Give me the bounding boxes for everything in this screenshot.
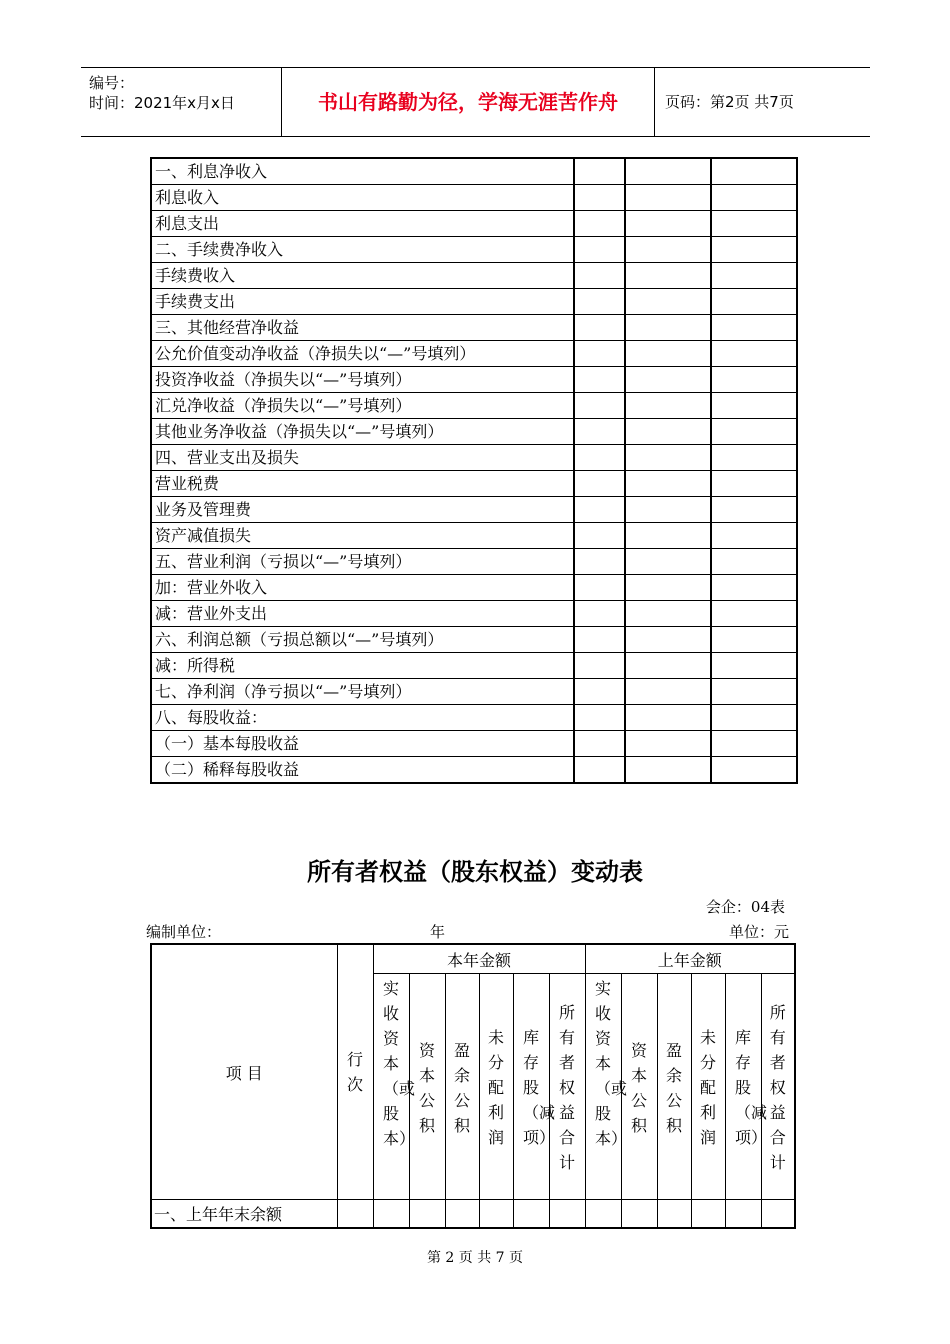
time-label: 时间：2021年x月x日 (89, 94, 235, 112)
amount-cell[interactable] (574, 627, 625, 653)
amount-cell[interactable] (711, 575, 797, 601)
row-label: 营业税费 (151, 471, 574, 497)
amount-cell[interactable] (625, 211, 711, 237)
amount-cell[interactable] (711, 419, 797, 445)
amount-cell[interactable] (574, 341, 625, 367)
row-label: 六、利润总额（亏损总额以“—”号填列） (151, 627, 574, 653)
table-row (151, 679, 797, 705)
amount-cell[interactable] (711, 497, 797, 523)
prepared-by-label: 编制单位： (146, 923, 222, 941)
cell[interactable] (761, 1200, 795, 1229)
header-page-info: 页码：第2页 共7页 (665, 93, 794, 111)
table-row (151, 627, 797, 653)
equity-title: 所有者权益（股东权益）变动表 (307, 858, 643, 886)
cell[interactable] (445, 1200, 479, 1229)
row-label: 二、手续费净收入 (151, 237, 574, 263)
row-label: （一）基本每股收益 (151, 731, 574, 757)
row-label: 利息收入 (151, 185, 574, 211)
row-label: 利息支出 (151, 211, 574, 237)
col-text: 实收资本（或股本） (383, 979, 416, 1148)
col-undistributed-profit (691, 974, 725, 1200)
year-label: 年 (430, 923, 446, 941)
amount-cell[interactable] (625, 263, 711, 289)
table-row (151, 757, 797, 784)
col-text: 盈余公积 (666, 1040, 683, 1135)
amount-cell[interactable] (574, 601, 625, 627)
cell[interactable] (725, 1200, 761, 1229)
row-number-header (337, 944, 373, 1200)
amount-cell[interactable] (625, 341, 711, 367)
table-row (151, 211, 797, 237)
row-label: 资产减值损失 (151, 523, 574, 549)
amount-cell[interactable] (625, 393, 711, 419)
row-label: 投资净收益（净损失以“—”号填列） (151, 367, 574, 393)
page-footer: 第 2 页 共 7 页 (426, 1250, 524, 1266)
amount-cell[interactable] (711, 653, 797, 679)
amount-cell[interactable] (574, 237, 625, 263)
amount-cell[interactable] (711, 237, 797, 263)
amount-cell[interactable] (625, 158, 711, 185)
amount-cell[interactable] (711, 679, 797, 705)
amount-cell[interactable] (574, 158, 625, 185)
cell[interactable] (585, 1200, 621, 1229)
row-label: 七、净利润（净亏损以“—”号填列） (151, 679, 574, 705)
col-text: 所有者权益合计 (559, 1003, 576, 1172)
amount-cell[interactable] (574, 211, 625, 237)
amount-cell[interactable] (711, 341, 797, 367)
table-row (151, 705, 797, 731)
row-label: 汇兑净收益（净损失以“—”号填列） (151, 393, 574, 419)
amount-cell[interactable] (574, 367, 625, 393)
amount-cell[interactable] (574, 679, 625, 705)
amount-cell[interactable] (711, 393, 797, 419)
col-paid-in-capital (585, 974, 628, 1200)
table-row (151, 158, 797, 185)
table-row (151, 367, 797, 393)
row-label: （二）稀释每股收益 (151, 757, 574, 784)
amount-cell[interactable] (574, 497, 625, 523)
amount-cell[interactable] (711, 549, 797, 575)
table-row (151, 575, 797, 601)
amount-cell[interactable] (711, 705, 797, 731)
cell[interactable] (479, 1200, 513, 1229)
col-text: 资本公积 (419, 1040, 436, 1135)
amount-cell[interactable] (625, 757, 711, 784)
cell[interactable] (657, 1200, 691, 1229)
row-label: 四、营业支出及损失 (151, 445, 574, 471)
amount-cell[interactable] (574, 315, 625, 341)
header-meta (81, 68, 281, 136)
amount-cell[interactable] (574, 445, 625, 471)
col-total-equity (549, 974, 585, 1200)
col-text: 所有者权益合计 (769, 1003, 786, 1172)
row-label: 加：营业外收入 (151, 575, 574, 601)
table-row (151, 185, 797, 211)
amount-cell[interactable] (574, 653, 625, 679)
amount-cell[interactable] (711, 185, 797, 211)
amount-cell[interactable] (574, 757, 625, 784)
col-total-equity (761, 974, 795, 1200)
amount-cell[interactable] (711, 158, 797, 185)
row-label: 业务及管理费 (151, 497, 574, 523)
col-undistributed-profit (479, 974, 513, 1200)
row-label: 一、上年年末余额 (151, 1200, 337, 1229)
row-label: 其他业务净收益（净损失以“—”号填列） (151, 419, 574, 445)
amount-cell[interactable] (625, 549, 711, 575)
cell[interactable] (691, 1200, 725, 1229)
this-year-header: 本年金额 (373, 944, 585, 974)
row-label: 一、利息净收入 (151, 158, 574, 185)
amount-cell[interactable] (711, 471, 797, 497)
item-header: 项 目 (151, 944, 337, 1200)
cell[interactable] (409, 1200, 445, 1229)
page-header (81, 67, 870, 137)
col-paid-in-capital (373, 974, 416, 1200)
table-row (151, 341, 797, 367)
table-row (151, 1200, 795, 1229)
amount-cell[interactable] (711, 211, 797, 237)
col-surplus-reserve (657, 974, 691, 1200)
amount-cell[interactable] (574, 393, 625, 419)
amount-cell[interactable] (711, 627, 797, 653)
table-row (151, 523, 797, 549)
table-row (151, 445, 797, 471)
amount-cell[interactable] (625, 315, 711, 341)
number-label: 编号： (89, 74, 135, 92)
row-label: 五、营业利润（亏损以“—”号填列） (151, 549, 574, 575)
amount-cell[interactable] (711, 523, 797, 549)
cell[interactable] (549, 1200, 585, 1229)
amount-cell[interactable] (625, 445, 711, 471)
amount-cell[interactable] (711, 601, 797, 627)
table-row (151, 471, 797, 497)
amount-cell[interactable] (625, 471, 711, 497)
amount-cell[interactable] (574, 471, 625, 497)
row-label: 减：营业外支出 (151, 601, 574, 627)
amount-cell[interactable] (574, 523, 625, 549)
col-text: 盈余公积 (454, 1040, 471, 1135)
amount-cell[interactable] (625, 367, 711, 393)
table-row (151, 237, 797, 263)
table-row (151, 263, 797, 289)
amount-cell[interactable] (625, 731, 711, 757)
row-label: 手续费收入 (151, 263, 574, 289)
col-surplus-reserve (445, 974, 479, 1200)
amount-cell[interactable] (625, 679, 711, 705)
amount-cell[interactable] (711, 367, 797, 393)
amount-cell[interactable] (574, 549, 625, 575)
last-year-header: 上年金额 (585, 944, 795, 974)
table-row (151, 419, 797, 445)
row-label: 公允价值变动净收益（净损失以“—”号填列） (151, 341, 574, 367)
table-row (151, 731, 797, 757)
amount-cell[interactable] (711, 445, 797, 471)
row-label: 三、其他经营净收益 (151, 315, 574, 341)
form-code: 会企：04表 (705, 898, 785, 916)
amount-cell[interactable] (574, 419, 625, 445)
col-text: 未分配利润 (700, 1028, 717, 1147)
col-text: 实收资本（或股本） (595, 979, 628, 1148)
table-row (151, 549, 797, 575)
table-row (151, 289, 797, 315)
amount-cell[interactable] (574, 185, 625, 211)
amount-cell[interactable] (625, 705, 711, 731)
amount-cell[interactable] (711, 263, 797, 289)
col-text: 未分配利润 (488, 1028, 505, 1147)
table-row (151, 497, 797, 523)
col-text: 库存股（减项） (523, 1028, 556, 1147)
amount-cell[interactable] (574, 575, 625, 601)
amount-cell[interactable] (625, 653, 711, 679)
amount-cell[interactable] (711, 731, 797, 757)
amount-cell[interactable] (574, 705, 625, 731)
amount-cell[interactable] (574, 263, 625, 289)
amount-cell[interactable] (625, 523, 711, 549)
table-row (151, 393, 797, 419)
row-label: 减：所得税 (151, 653, 574, 679)
table-row (151, 601, 797, 627)
cell[interactable] (337, 1200, 373, 1229)
unit-label: 单位：元 (728, 923, 789, 941)
amount-cell[interactable] (625, 289, 711, 315)
income-table (150, 157, 798, 784)
amount-cell[interactable] (625, 419, 711, 445)
amount-cell[interactable] (711, 315, 797, 341)
amount-cell[interactable] (625, 627, 711, 653)
amount-cell[interactable] (625, 237, 711, 263)
col-text: 资本公积 (631, 1040, 648, 1135)
row-label: 八、每股收益： (151, 705, 574, 731)
table-row (151, 653, 797, 679)
amount-cell[interactable] (625, 497, 711, 523)
cell[interactable] (513, 1200, 549, 1229)
col-text: 库存股（减项） (735, 1028, 768, 1147)
amount-cell[interactable] (625, 185, 711, 211)
table-row (151, 315, 797, 341)
equity-table (150, 943, 796, 1229)
col-treasury-stock (513, 974, 556, 1200)
row-label: 手续费支出 (151, 289, 574, 315)
amount-cell[interactable] (625, 601, 711, 627)
row-number-header-text: 行次 (347, 1050, 364, 1094)
amount-cell[interactable] (625, 575, 711, 601)
amount-cell[interactable] (574, 731, 625, 757)
cell[interactable] (373, 1200, 409, 1229)
col-treasury-stock (725, 974, 768, 1200)
amount-cell[interactable] (711, 757, 797, 784)
cell[interactable] (621, 1200, 657, 1229)
amount-cell[interactable] (711, 289, 797, 315)
amount-cell[interactable] (574, 289, 625, 315)
header-motto: 书山有路勤为径，学海无涯苦作舟 (318, 90, 618, 114)
